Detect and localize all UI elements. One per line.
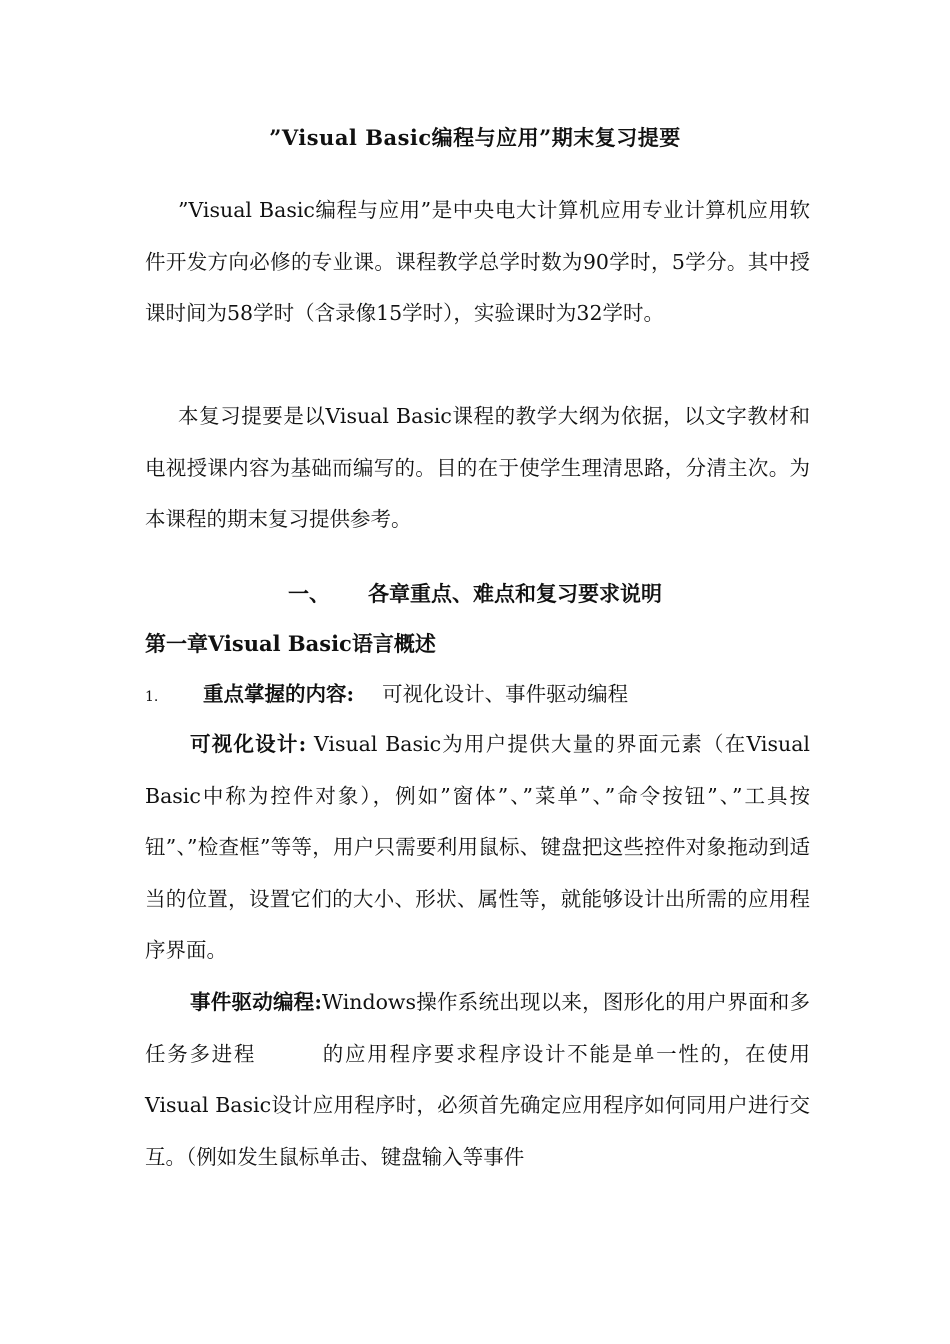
section-title: 各章重点、难点和复习要求说明 [368,581,662,606]
visual-design-text: Visual Basic为用户提供大量的界面元素（在Visual Basic中称为控件对象），例如”窗体”、”菜单”、”命令按钮”、”工具按钮”、”检查框”等等，用户只需要利用鼠标、键盘把这些控件对象拖动到适当的位置，设置它们的大小、形状、属性等，就能够设计出所需的应用程序界面。 [145,732,810,962]
chapter-1-heading: 第一章Visual Basic语言概述 [145,631,436,656]
visual-design-label: 可视化设计: [190,732,307,756]
list-item-1 [145,678,810,713]
section-heading-1 [0,578,950,610]
event-driven-label: 事件驱动编程: [190,990,322,1014]
section-number: 一、 [288,581,330,606]
intro-paragraph-2: 本复习提要是以Visual Basic课程的教学大纲为依据，以文字教材和电视授课内容为基础而编写的。目的在于使学生理清思路，分清主次。为本课程的期末复习提供参考。 [145,404,810,531]
list-item-number: 1. [145,689,159,705]
intro-paragraph-1: ”Visual Basic编程与应用”是中央电大计算机应用专业计算机应用软件开发方向必修的专业课。课程教学总学时数为90学时，5学分。其中授课时间为58学时（含录像15学时），实验课时为32学时。 [145,198,810,325]
list-item-label: 重点掌握的内容: [203,682,355,706]
event-driven-paragraph [145,977,810,1183]
visual-design-paragraph [145,719,810,977]
document-title: ”Visual Basic编程与应用”期末复习提要 [269,125,681,150]
list-item-content: 可视化设计、事件驱动编程 [382,682,629,706]
event-driven-text: Windows操作系统出现以来，图形化的用户界面和多任务多进程 的应用程序要求程序设计不能是单一性的，在使用Visual Basic设计应用程序时，必须首先确定应用程序如何同用户进行交互。（例如发生鼠标单击、键盘输入等事件 [145,990,810,1169]
